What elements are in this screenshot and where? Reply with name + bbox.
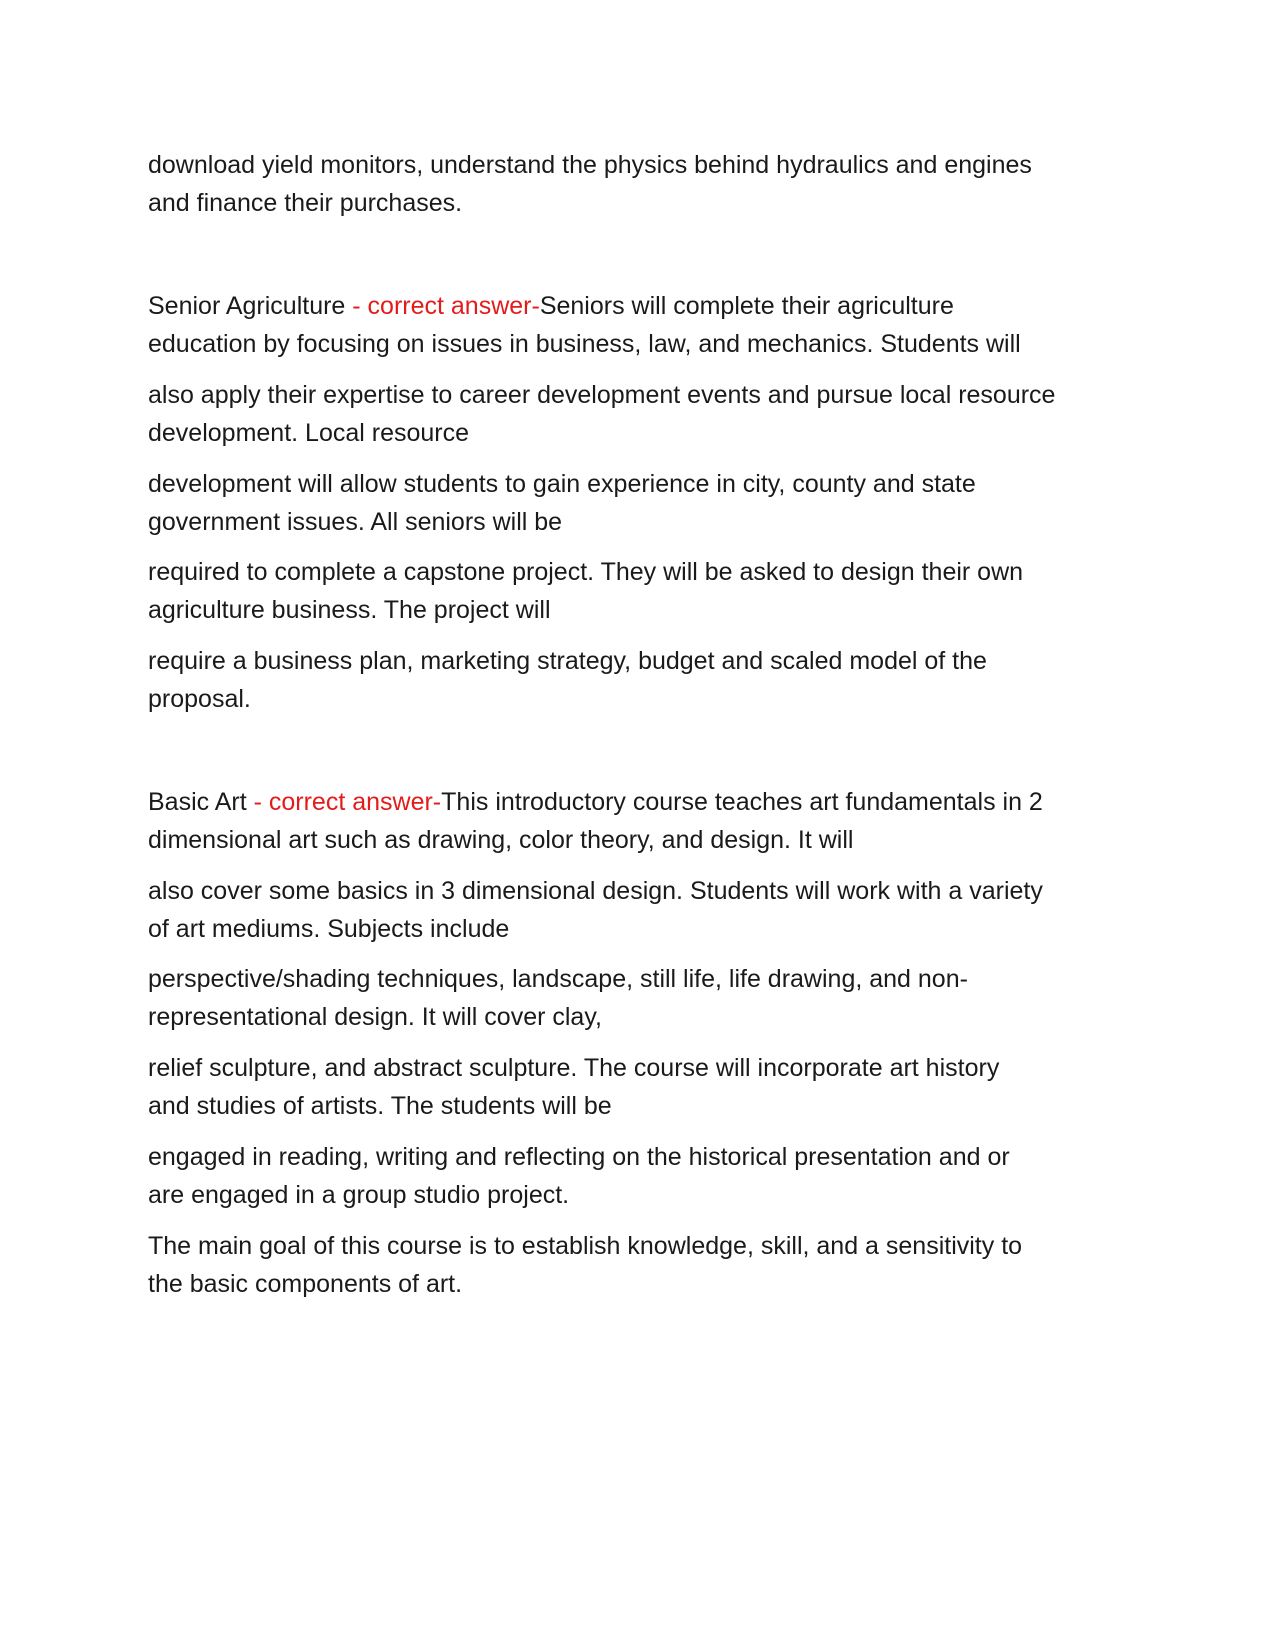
basic-art-line: engaged in reading, writing and reflecting on the historical presentation and or: [148, 1143, 1010, 1171]
senior-agriculture-line: required to complete a capstone project. They will be asked to design their own: [148, 558, 1024, 586]
senior-agriculture-paragraph-1: [148, 287, 1128, 363]
senior-agriculture-term: Senior Agriculture: [148, 292, 353, 320]
basic-art-paragraph-4: [148, 1049, 1128, 1125]
intro-line-2: and finance their purchases.: [148, 189, 463, 217]
basic-art-paragraph-3: [148, 960, 1128, 1036]
senior-agriculture-line: also apply their expertise to career development events and pursue local resource: [148, 381, 1056, 409]
senior-agriculture-line: government issues. All seniors will be: [148, 508, 563, 536]
senior-agriculture-line: agriculture business. The project will: [148, 596, 551, 624]
basic-art-paragraph-1: [148, 783, 1128, 859]
basic-art-paragraph-2: [148, 872, 1128, 948]
basic-art-line: the basic components of art.: [148, 1270, 463, 1298]
intro-paragraph: [148, 146, 1128, 222]
basic-art-line: of art mediums. Subjects include: [148, 915, 510, 943]
basic-art-line: are engaged in a group studio project.: [148, 1181, 570, 1209]
basic-art-line: relief sculpture, and abstract sculpture. The course will incorporate art history: [148, 1054, 1000, 1082]
senior-agriculture-line: development will allow students to gain experience in city, county and state: [148, 470, 976, 498]
basic-art-paragraph-6: [148, 1227, 1128, 1303]
basic-art-line: also cover some basics in 3 dimensional design. Students will work with a variety: [148, 877, 1043, 905]
senior-agriculture-paragraph-4: [148, 553, 1128, 629]
correct-answer-marker: - correct answer-: [253, 788, 442, 816]
basic-art-line: dimensional art such as drawing, color theory, and design. It will: [148, 826, 854, 854]
senior-agriculture-paragraph-5: [148, 642, 1128, 718]
basic-art-line: representational design. It will cover clay,: [148, 1003, 602, 1031]
basic-art-term: Basic Art: [148, 788, 254, 816]
senior-agriculture-line: proposal.: [148, 685, 251, 713]
senior-agriculture-line: development. Local resource: [148, 419, 470, 447]
basic-art-answer-start: This introductory course teaches art fundamentals in 2: [441, 788, 1043, 816]
senior-agriculture-paragraph-2: [148, 376, 1128, 452]
basic-art-line: perspective/shading techniques, landscape, still life, life drawing, and non-: [148, 965, 968, 993]
senior-agriculture-line: education by focusing on issues in business, law, and mechanics. Students will: [148, 330, 1021, 358]
correct-answer-marker: - correct answer-: [352, 292, 540, 320]
basic-art-line: The main goal of this course is to establish knowledge, skill, and a sensitivity to: [148, 1232, 1023, 1260]
intro-line-1: download yield monitors, understand the physics behind hydraulics and engines: [148, 151, 1032, 179]
senior-agriculture-paragraph-3: [148, 465, 1128, 541]
senior-agriculture-answer-start: Seniors will complete their agriculture: [539, 292, 954, 320]
senior-agriculture-line: require a business plan, marketing strategy, budget and scaled model of the: [148, 647, 987, 675]
basic-art-line: and studies of artists. The students will be: [148, 1092, 612, 1120]
basic-art-paragraph-5: [148, 1138, 1128, 1214]
